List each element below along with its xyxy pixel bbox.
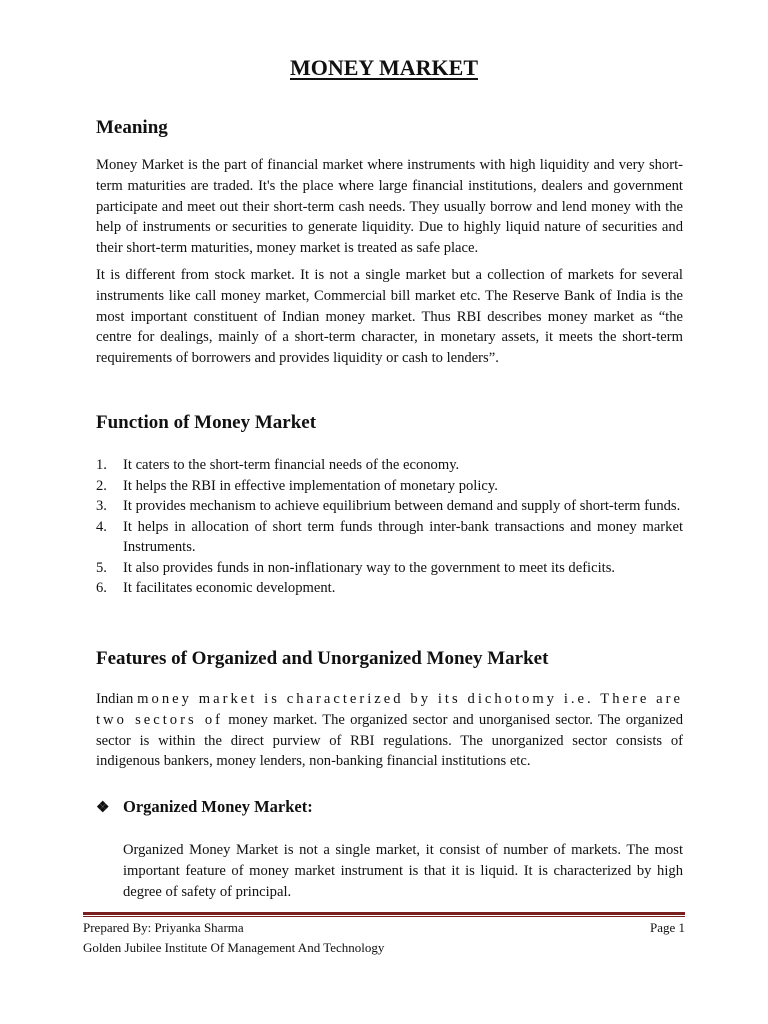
- list-text: It also provides funds in non-inflationary way to the government to meet its deficits.: [123, 559, 616, 576]
- list-item: [96, 496, 683, 517]
- footer-institute: Golden Jubilee Institute Of Management And Technology: [83, 940, 385, 955]
- features-text-a: Indian: [96, 691, 138, 707]
- list-number: 6.: [96, 580, 107, 596]
- features-text-c: There are two sectors of: [96, 691, 683, 728]
- functions-list: [96, 455, 683, 599]
- list-text: It caters to the short-term financial needs of the economy.: [123, 457, 460, 473]
- features-paragraph: [96, 689, 683, 772]
- list-text: It helps the RBI in effective implementation of monetary policy.: [123, 477, 498, 494]
- features-text-d: money market. The organized sector and unorganised sector. The organized sector is within the direct purview of RBI regulations. The unorganized sector consists of indigenous bankers, money lenders, non-banking financial institutions etc.: [96, 711, 683, 770]
- page-title: MONEY MARKET: [289, 55, 478, 80]
- section-heading-functions: Function of Money Market: [96, 412, 317, 433]
- diamond-bullet-icon: ❖: [96, 800, 110, 816]
- footer-author: Prepared By: Priyanka Sharma: [83, 920, 244, 935]
- list-number: 2.: [96, 477, 107, 494]
- list-number: 4.: [96, 518, 107, 535]
- section-heading-features: Features of Organized and Unorganized Money Market: [96, 648, 549, 669]
- footer-divider: [83, 912, 685, 915]
- footer-line-1: [83, 919, 685, 937]
- features-text-b: money market is characterized by its dichotomy i.e.: [137, 691, 594, 707]
- list-text: It provides mechanism to achieve equilibrium between demand and supply of short-term funds.: [123, 498, 681, 514]
- list-item: [96, 558, 683, 579]
- meaning-paragraph-1: Money Market is the part of financial market where instruments with high liquidity and very short-term maturities are traded. It's the place where large financial institutions, dealers and government participate and meet out their short-term cash needs. They usually borrow and lend money with the help of instruments or securities to generate liquidity. Due to highly liquid nature of securities and their short-term maturities, money market is treated as safe place.: [96, 157, 683, 257]
- subsection-heading-organized: [96, 797, 313, 817]
- list-item: [96, 455, 683, 476]
- footer-line-2: [83, 939, 685, 957]
- list-text: It facilitates economic development.: [123, 580, 336, 596]
- list-item: [96, 517, 683, 558]
- list-item: [96, 476, 683, 497]
- subsection-heading-text: Organized Money Market:: [123, 797, 313, 816]
- list-number: 3.: [96, 498, 107, 514]
- footer-page-number: Page 1: [649, 920, 685, 935]
- list-text: It helps in allocation of short term funds through inter-bank transactions and money market Instruments.: [123, 518, 683, 555]
- section-heading-meaning: Meaning: [96, 117, 168, 138]
- list-number: 5.: [96, 559, 107, 576]
- organized-paragraph: Organized Money Market is not a single market, it consist of number of markets. The most important feature of money market instrument is that it is liquid. It is characterized by high degree of safety of principal.: [123, 842, 683, 900]
- list-item: [96, 578, 683, 599]
- list-number: 1.: [96, 457, 107, 473]
- meaning-paragraph-2: It is different from stock market. It is not a single market but a collection of markets for several instruments like call money market, Commercial bill market etc. The Reserve Bank of India is the most important constituent of Indian money market. Thus RBI describes money market as “the centre for dealings, mainly of a short-term character, in monetary assets, it meets the short-term requirements of borrowers and provides liquidity or cash to lenders”.: [96, 267, 683, 367]
- footer-divider-thin: [83, 916, 685, 917]
